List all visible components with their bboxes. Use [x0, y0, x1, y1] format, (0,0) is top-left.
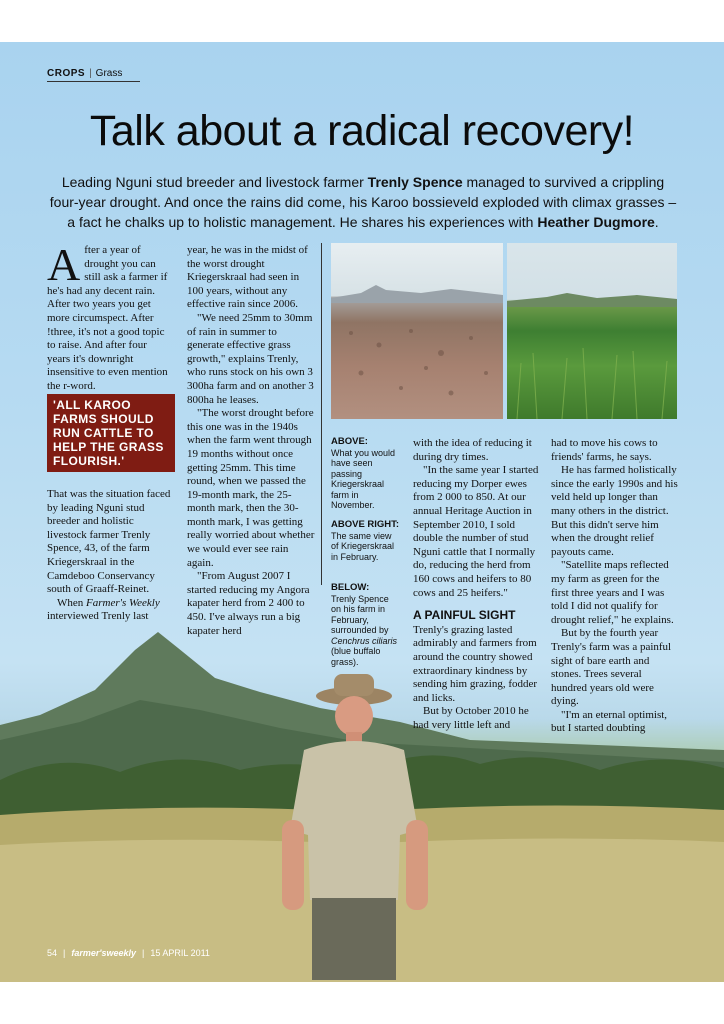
standfirst-text: managed to survived a crippling four-year drought. And once the rains did come, his Karoo bossieveld exploded with climax grasses – a fact he chalks up to holistic management. He shares his experiences with	[49, 174, 677, 230]
section-separator: |	[89, 68, 92, 79]
subheading: A PAINFUL SIGHT	[413, 608, 516, 623]
publication-name: Farmer's Weekly	[86, 596, 160, 609]
standfirst-author: Heather Dugmore	[537, 214, 655, 230]
section-name: CROPS	[47, 68, 86, 79]
caption-text: Trenly Spence on his farm in February, surrounded by	[331, 593, 389, 635]
species-name: Cenchrus ciliaris	[331, 635, 398, 646]
footer-divider: |	[63, 948, 66, 958]
paragraph: "In the same year I started reducing my Dorper ewes from 2 000 to 850. At our annual Heritage Auction in September 2010, I sold double the number of stud Nguni cattle that I normally do, reducing the herd from 160 cows and heifers to 80 cows and 25 heifers."	[413, 464, 539, 599]
paragraph	[47, 239, 172, 394]
headline: Talk about a radical recovery!	[89, 107, 635, 155]
publication-brand: farmer'sweekly	[71, 948, 137, 958]
paragraph-text: fter a year of drought you can still ask a farmer if he's had any decent rain. After two years you get more circumspect. After !three, it's not a good topic to raise. And after four years it's downright insensitive to even mention the r-word.	[47, 244, 168, 392]
paragraph: But by October 2010 he had very little left and	[413, 705, 529, 731]
body-column-4	[551, 437, 679, 736]
photo-green-veld	[507, 243, 677, 419]
shirt	[290, 741, 418, 900]
paragraph-text: When	[57, 596, 87, 609]
paragraph-text: interviewed Trenly last	[47, 610, 149, 623]
subsection-name: Grass	[95, 68, 123, 79]
paragraph: with the idea of reducing it during dry times.	[413, 437, 532, 463]
section-rule	[47, 81, 140, 82]
footer-divider: |	[142, 948, 145, 958]
column-rule	[321, 243, 322, 585]
caption-text: (blue buffalo grass).	[331, 646, 381, 667]
paragraph: "Satellite maps reflected my farm as green for the first three years and I was told I did not qualify for drought relief," he explains.	[551, 559, 674, 626]
body-column-3	[413, 437, 541, 732]
paragraph: had to move his cows to friends' farms, he says.	[551, 437, 658, 463]
standfirst-text: .	[654, 214, 659, 230]
paragraph: "The worst drought before this one was in the 1940s when the farm went through 19 months without once getting 25mm. This time round, when we passed the 19-month mark, the 25-month mark, then the 30-month mark, I was getting really worried about whether we would ever see rain again.	[187, 407, 315, 569]
standfirst-name: Trenly Spence	[367, 174, 463, 190]
paragraph: Trenly's grazing lasted admirably and farmers from around the country showed extraordinary kindness by sending him grazing, fodder and licks.	[413, 623, 538, 704]
paragraph: That was the situation faced by leading Nguni stud breeder and holistic livestock farmer Trenly Spence, 43, of the farm Kriegerskraal in the Camdeboo Conservancy south of Graaff-Reinet.	[47, 488, 171, 596]
caption-label: ABOVE:	[331, 436, 368, 447]
arm-left	[282, 820, 304, 910]
body-column-1b	[47, 488, 172, 624]
paragraph	[47, 597, 172, 624]
standfirst	[47, 172, 679, 232]
face	[335, 696, 373, 736]
paragraph: "We need 25mm to 30mm of rain in summer to generate effective grass growth," explains Trenly, who runs stock on his own 3 300ha farm and on another 3 800ha he leases.	[187, 311, 314, 406]
paragraph: "I'm an eternal optimist, but I started doubting	[551, 708, 668, 735]
dry-veld-image	[331, 243, 503, 419]
standfirst-text: Leading Nguni stud breeder and livestock farmer	[61, 174, 368, 190]
issue-date: 15 APRIL 2011	[150, 948, 210, 958]
paragraph: But by the fourth year Trenly's farm was a painful sight of bare earth and stones. Trees several hundred years old were dying.	[551, 627, 672, 708]
paragraph: He has farmed holistically since the early 1990s and his veld held up longer than many others in the district. But this didn't serve him when the drought relief payouts came.	[551, 464, 678, 558]
page-number: 54	[47, 948, 58, 958]
caption-above	[331, 437, 401, 511]
paragraph: "From August 2007 I started reducing my Angora kapater herd from 2 400 to 450. I've always run a big kapater herd	[187, 570, 310, 637]
drop-cap: A	[47, 239, 81, 290]
pull-quote: 'ALL KAROO FARMS SHOULD RUN CATTLE TO HELP THE GRASS FLOURISH.'	[47, 394, 175, 472]
caption-text: What you would have seen passing Kriegerskraal farm in November.	[331, 447, 396, 510]
caption-label: BELOW:	[331, 582, 370, 593]
trousers	[312, 898, 396, 980]
body-column-2	[187, 244, 315, 638]
arm-right	[406, 820, 428, 910]
hat-crown	[334, 674, 374, 696]
body-column-1	[47, 239, 172, 394]
caption-label: ABOVE RIGHT:	[331, 519, 400, 530]
caption-text: The same view of Kriegerskraal in February.	[331, 530, 395, 562]
green-veld-image	[507, 243, 677, 419]
section-label	[47, 68, 122, 79]
caption-above-right	[331, 520, 401, 562]
page-footer	[47, 948, 216, 958]
caption-below	[331, 583, 401, 667]
photo-dry-veld	[331, 243, 503, 419]
paragraph: year, he was in the midst of the worst drought Kriegerskraal had seen in 100 years, without any effective rain since 2006.	[187, 244, 308, 311]
